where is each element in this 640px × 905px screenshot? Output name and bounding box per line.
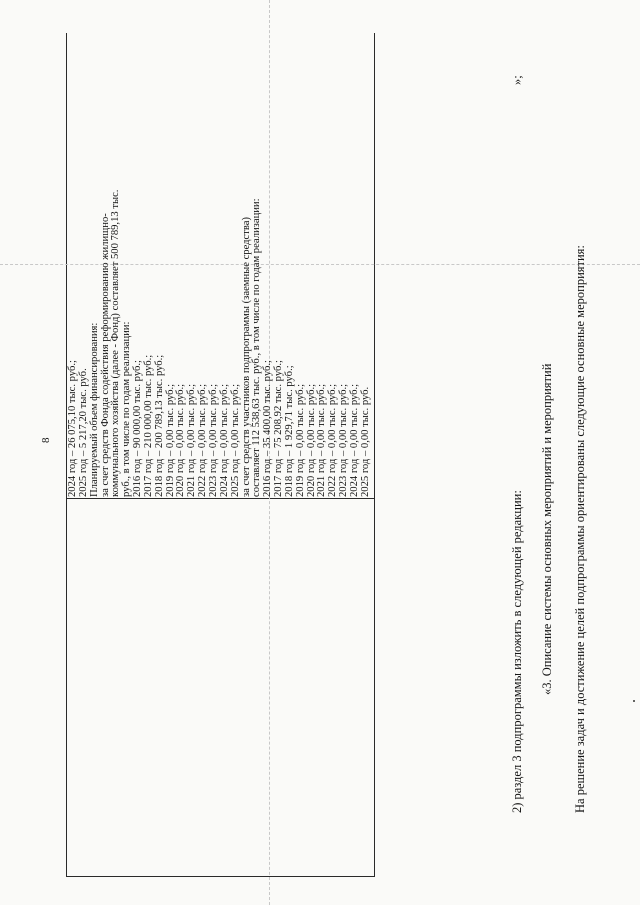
- financing-line: 2021 год – 0,00 тыс. руб.;: [316, 383, 328, 497]
- financing-line: 2025 год – 5 217,20 тыс. руб.: [77, 368, 89, 497]
- financing-line: 2024 год – 0,00 тыс. руб.;: [218, 383, 230, 497]
- table-bottom-border: [374, 33, 375, 877]
- financing-line: 2024 год – 0,00 тыс. руб.;: [348, 383, 360, 497]
- section-body: На решение задач и достижение целей подпрограммы ориентированы следующие основные мероприятия:: [573, 245, 587, 813]
- financing-line: 2023 год – 0,00 тыс. руб.;: [207, 383, 219, 497]
- section-heading: «3. Описание системы основных мероприятий и мероприятий: [540, 363, 554, 695]
- financing-line: руб., в том числе по годам реализации:: [121, 321, 133, 497]
- financing-line: коммунального хозяйства (далее - Фонд) составляет 500 789,13 тыс.: [110, 189, 122, 497]
- financing-cell: [68, 37, 372, 497]
- financing-line: 2017 год – 75 208,92 тыс. руб.;: [273, 360, 285, 497]
- closing-quote: »;: [510, 75, 524, 85]
- table-column-divider: [66, 498, 375, 499]
- financing-line: 2024 год – 26 075,10 тыс. руб.;: [67, 360, 78, 497]
- financing-line: 2020 год – 0,00 тыс. руб.;: [305, 383, 317, 497]
- financing-line: 2025 год – 0,00 тыс. руб.;: [229, 383, 241, 497]
- section-instruction: 2) раздел 3 подпрограммы изложить в следующей редакции:: [510, 490, 524, 813]
- scan-speck: [633, 700, 635, 702]
- financing-line: 2016 год – 90 000,00 тыс. руб.;: [132, 360, 144, 497]
- financing-line: 2021 год – 0,00 тыс. руб.;: [186, 383, 198, 497]
- page-number: 8: [40, 437, 52, 443]
- financing-line: составляет 112 538,63 тыс. руб., в том числе по годам реализации:: [251, 198, 263, 497]
- financing-line: 2022 год – 0,00 тыс. руб.;: [327, 383, 339, 497]
- financing-line: Планируемый объем финансирования:: [88, 322, 100, 497]
- financing-line: 2019 год – 0,00 тыс. руб.;: [164, 383, 176, 497]
- financing-line: 2018 год – 200 789,13 тыс. руб.;: [153, 354, 165, 497]
- financing-line: за счет средств участников подпрограммы (заемные средства): [240, 217, 252, 497]
- financing-line: за счет средств Фонда содействия реформированию жилищно-: [99, 213, 111, 497]
- financing-line: 2022 год – 0,00 тыс. руб.;: [197, 383, 209, 497]
- table-left-border: [66, 876, 375, 877]
- financing-line: 2018 год – 1 929,71 тыс. руб.;: [283, 365, 295, 497]
- financing-line: 2025 год – 0,00 тыс. руб.: [359, 386, 371, 497]
- financing-line: 2019 год – 0,00 тыс. руб.;: [294, 383, 306, 497]
- financing-line: 2017 год – 210 000,00 тыс. руб.;: [142, 354, 154, 497]
- financing-line: 2016 год – 35 400,00 тыс. руб.;: [262, 360, 274, 497]
- financing-line: 2023 год – 0,00 тыс. руб.;: [338, 383, 350, 497]
- financing-line: 2020 год – 0,00 тыс. руб.;: [175, 383, 187, 497]
